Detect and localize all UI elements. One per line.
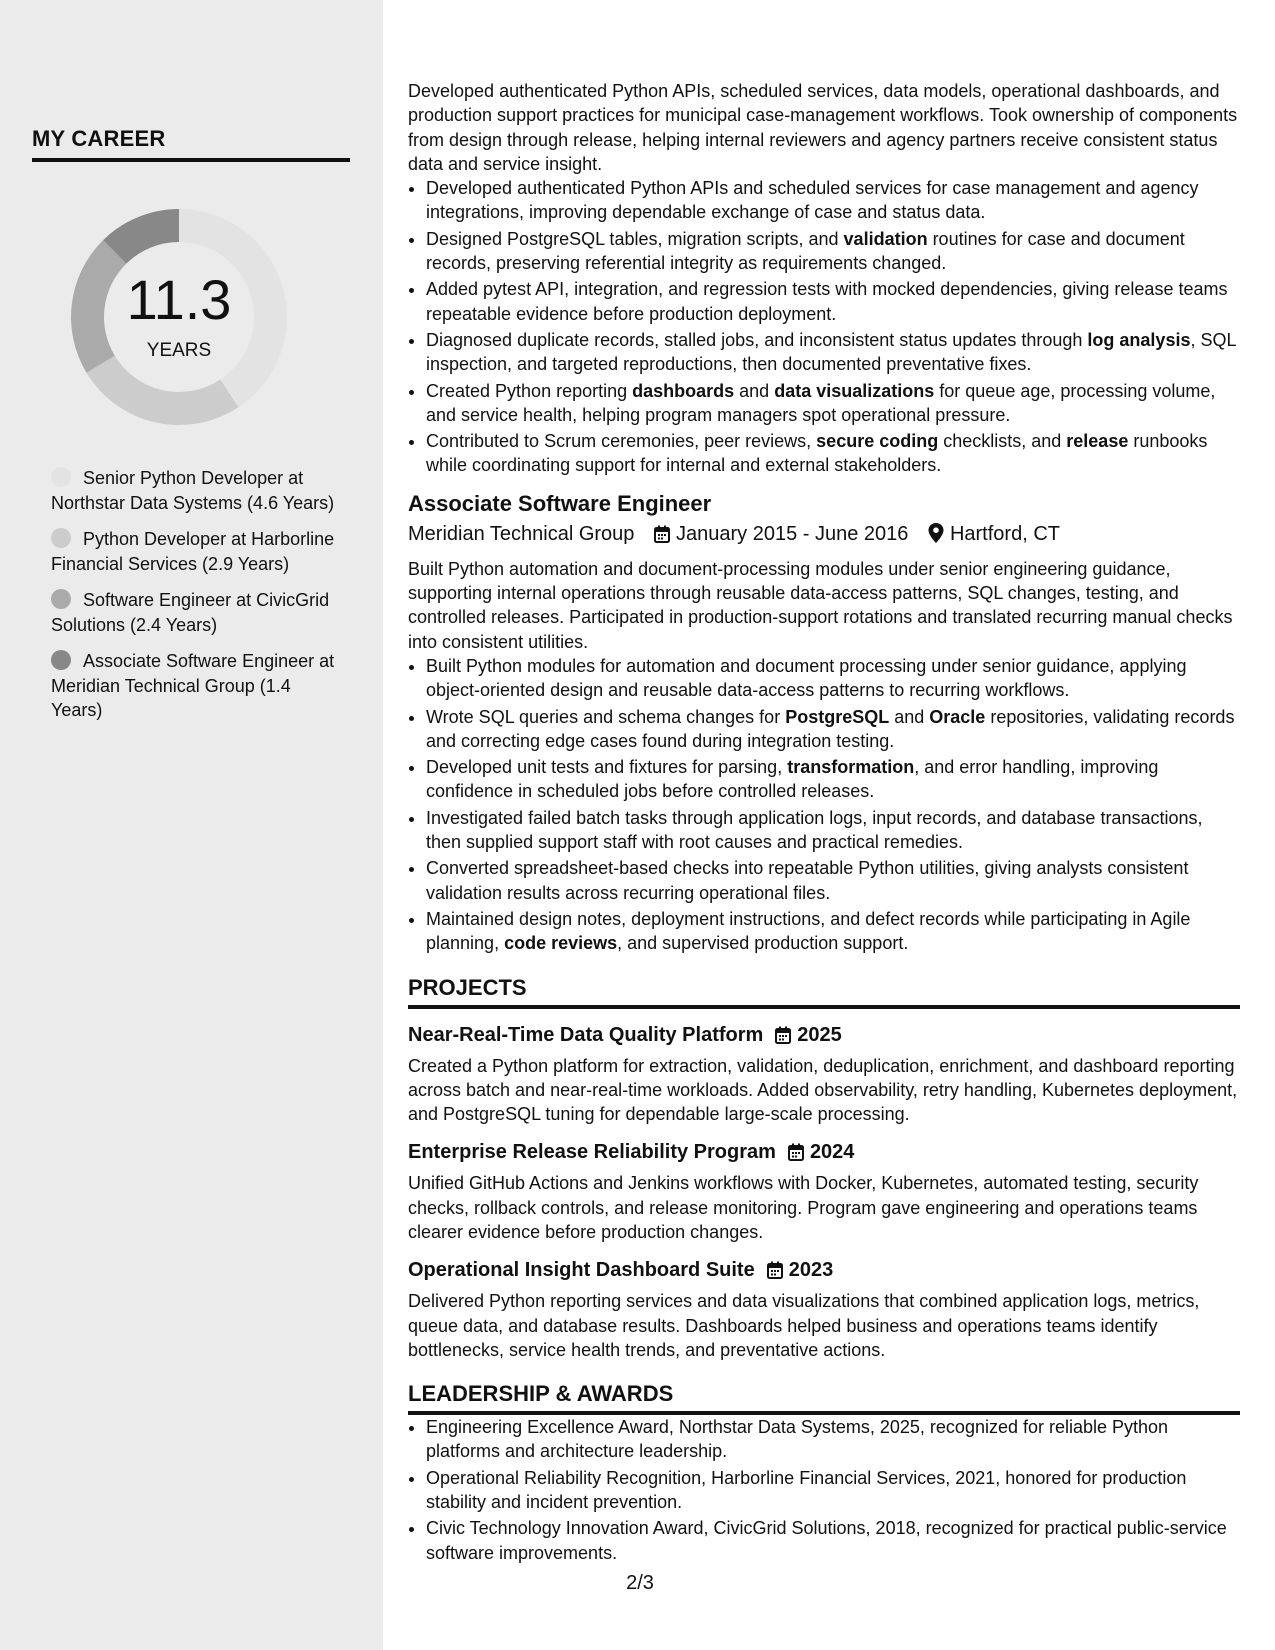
total-years-value: 11.3 bbox=[126, 268, 232, 331]
project-year: 2024 bbox=[809, 1141, 855, 1164]
career-legend bbox=[51, 466, 336, 735]
map-pin-icon bbox=[928, 523, 944, 551]
list-item: • Created Python reporting dashboards and data visualizations for queue age, processing volume, and service health, helping program managers spot operational pressure. bbox=[426, 379, 1240, 428]
legend-dot bbox=[51, 528, 71, 548]
list-item: • Added pytest API, integration, and regression tests with mocked dependencies, giving release teams repeatable evidence before production deployment. bbox=[426, 277, 1240, 326]
page-number: 2/3 bbox=[626, 1572, 654, 1594]
legend-label: Python Developer at Harborline Financial Services (2.9 Years) bbox=[51, 529, 335, 574]
legend-item-civicgrid bbox=[51, 588, 336, 637]
list-item: • Diagnosed duplicate records, stalled jobs, and inconsistent status updates through log analysis, SQL inspection, and targeted reproductions, then documented preventative fixes. bbox=[426, 328, 1240, 377]
list-item: • Developed unit tests and fixtures for parsing, transformation, and error handling, improving confidence in scheduled jobs before controlled releases. bbox=[426, 755, 1240, 804]
job-bullets bbox=[408, 654, 1240, 956]
list-item: • Designed PostgreSQL tables, migration scripts, and validation routines for case and document records, preserving referential integrity as requirements changed. bbox=[426, 227, 1240, 276]
project-year: 2023 bbox=[788, 1259, 834, 1282]
projects-heading: PROJECTS bbox=[408, 974, 1240, 1009]
legend-label: Software Engineer at CivicGrid Solutions (2.4 Years) bbox=[51, 590, 330, 635]
project-title-row bbox=[408, 1138, 1240, 1169]
list-item: • Civic Technology Innovation Award, CivicGrid Solutions, 2018, recognized for practical public-service software improvements. bbox=[426, 1516, 1240, 1565]
project-desc: Created a Python platform for extraction, validation, deduplication, enrichment, and dashboard reporting across batch and near-real-time workloads. Added observability, retry handling, Kubernetes deployment, and PostgreSQL tuning for dependable large-scale processing. bbox=[408, 1055, 1238, 1125]
project-title: Near-Real-Time Data Quality Platform bbox=[408, 1023, 764, 1046]
project-title-row bbox=[408, 1021, 1240, 1052]
legend-label: Senior Python Developer at Northstar Data Systems (4.6 Years) bbox=[51, 468, 335, 513]
legend-item-northstar bbox=[51, 466, 336, 515]
job-meta bbox=[408, 520, 1240, 551]
calendar-icon bbox=[654, 523, 670, 551]
list-item: • Built Python modules for automation and document processing under senior guidance, applying object-oriented design and reusable data-access patterns to recurring workflows. bbox=[426, 654, 1240, 703]
legend-item-harborline bbox=[51, 527, 336, 576]
project-item bbox=[408, 1021, 1240, 1127]
legend-dot bbox=[51, 467, 71, 487]
calendar-icon bbox=[767, 1259, 783, 1287]
project-item bbox=[408, 1256, 1240, 1362]
total-years-unit: YEARS bbox=[146, 340, 212, 361]
legend-dot bbox=[51, 589, 71, 609]
job-title: Associate Software Engineer bbox=[408, 490, 712, 516]
list-item: • Converted spreadsheet-based checks into repeatable Python utilities, giving analysts consistent validation results across recurring operational files. bbox=[426, 856, 1240, 905]
project-title-row bbox=[408, 1256, 1240, 1287]
project-year: 2025 bbox=[797, 1023, 842, 1046]
legend-item-meridian bbox=[51, 649, 336, 723]
list-item: • Contributed to Scrum ceremonies, peer reviews, secure coding checklists, and release runbooks while coordinating support for internal and external stakeholders. bbox=[426, 429, 1240, 478]
job-summary: Built Python automation and document-processing modules under senior engineering guidance, supporting internal operations through reusable data-access patterns, SQL changes, testing, and controlled releases. Participated in production-support rotations and translated recurring manual checks into consistent utilities. bbox=[408, 558, 1233, 652]
project-title: Enterprise Release Reliability Program bbox=[408, 1141, 776, 1164]
project-desc: Delivered Python reporting services and data visualizations that combined application logs, metrics, queue data, and database results. Dashboards helped business and operations teams identify bottlenecks, service health trends, and preventative actions. bbox=[408, 1291, 1200, 1360]
prior-job-summary: Developed authenticated Python APIs, scheduled services, data models, operational dashboards, and production support practices for municipal case-management workflows. Took ownership of components from design through release, helping internal reviewers and agency partners receive consistent status data and service insight. bbox=[408, 81, 1238, 174]
project-title: Operational Insight Dashboard Suite bbox=[408, 1259, 755, 1282]
list-item: • Maintained design notes, deployment instructions, and defect records while participating in Agile planning, code reviews, and supervised production support. bbox=[426, 907, 1240, 956]
legend-dot bbox=[51, 650, 71, 670]
prior-job-bullets bbox=[408, 176, 1240, 478]
calendar-icon bbox=[775, 1024, 791, 1052]
calendar-icon bbox=[788, 1141, 804, 1169]
list-item: • Engineering Excellence Award, Northstar Data Systems, 2025, recognized for reliable Python platforms and architecture leadership. bbox=[426, 1415, 1240, 1464]
list-item: • Investigated failed batch tasks through application logs, input records, and database transactions, then supplied support staff with root causes and practical remedies. bbox=[426, 806, 1240, 855]
job-dates: January 2015 - June 2016 bbox=[675, 522, 909, 545]
donut-slice-2 bbox=[86, 356, 238, 425]
career-sidebar bbox=[0, 0, 383, 1650]
main-content bbox=[408, 79, 1240, 1567]
list-item: • Developed authenticated Python APIs and scheduled services for case management and agency integrations, improving dependable exchange of case and status data. bbox=[426, 176, 1240, 225]
career-heading: MY CAREER bbox=[32, 126, 350, 162]
list-item: • Wrote SQL queries and schema changes for PostgreSQL and Oracle repositories, validating records and correcting edge cases found during integration testing. bbox=[426, 705, 1240, 754]
project-desc: Unified GitHub Actions and Jenkins workflows with Docker, Kubernetes, automated testing, security checks, rollback controls, and release monitoring. Program gave engineering and operations teams clearer evidence before production changes. bbox=[408, 1173, 1199, 1242]
awards-list bbox=[408, 1415, 1240, 1565]
list-item: • Operational Reliability Recognition, Harborline Financial Services, 2021, honored for production stability and incident prevention. bbox=[426, 1466, 1240, 1515]
project-item bbox=[408, 1138, 1240, 1244]
awards-heading: LEADERSHIP & AWARDS bbox=[408, 1380, 1240, 1415]
job-company: Meridian Technical Group bbox=[408, 522, 635, 545]
career-donut-chart bbox=[66, 204, 292, 430]
legend-label: Associate Software Engineer at Meridian Technical Group (1.4 Years) bbox=[51, 651, 335, 720]
job-location: Hartford, CT bbox=[949, 522, 1060, 545]
